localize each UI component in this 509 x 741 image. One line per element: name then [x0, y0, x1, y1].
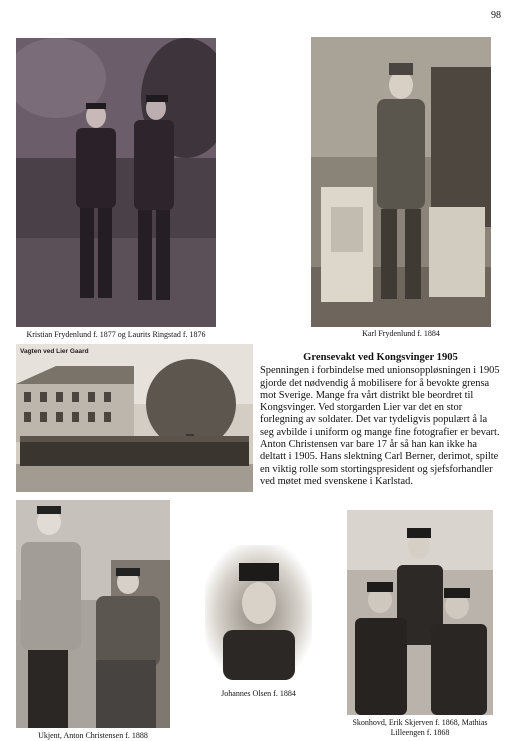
photo-two-soldiers [16, 38, 216, 327]
photo-guard-lier [16, 344, 253, 492]
photo-karl-frydenlund [311, 37, 491, 327]
article [260, 352, 501, 488]
page-number: 98 [491, 10, 501, 21]
caption-johannes-olsen: Johannes Olsen f. 1884 [221, 689, 296, 698]
photo-unknown-anton [16, 500, 170, 728]
caption-karl-frydenlund: Karl Frydenlund f. 1884 [362, 329, 440, 338]
photo-johannes-olsen [205, 545, 312, 680]
caption-three-soldiers-line1: Skonhovd, Erik Skjerven f. 1868, Mathias [352, 718, 488, 727]
guard-photo-inscription: Vagten ved Lier Gaard [20, 348, 89, 355]
article-body: Spenningen i forbindelse med unionsoppløsningen i 1905 gjorde det nødvendig å mobilisere for å bevokte grensa mot Sverige. Mange fra vårt distrikt ble beordret til Kongsvinger. Ved storgarden Lier var det en stor forlegning av soldater. Det var tydeligvis populært å la seg avbilde i uniform og mange fine fotografier er bevart. Anton Christensen var bare 17 år så han kan ikke ha deltatt i 1905. Hans slektning Carl Berner, derimot, spilte en viktig rolle som stortingspresident og sjefsforhandler ved møtet med svenskene i Karlstad. [260, 365, 500, 487]
caption-two-soldiers: Kristian Frydenlund f. 1877 og Laurits Ringstad f. 1876 [26, 330, 206, 339]
caption-unknown-anton: Ukjent, Anton Christensen f. 1888 [38, 731, 148, 740]
article-title: Grensevakt ved Kongsvinger 1905 [303, 352, 458, 363]
photo-three-soldiers [347, 510, 493, 715]
caption-three-soldiers-line2: Lilleengen f. 1868 [390, 728, 450, 737]
